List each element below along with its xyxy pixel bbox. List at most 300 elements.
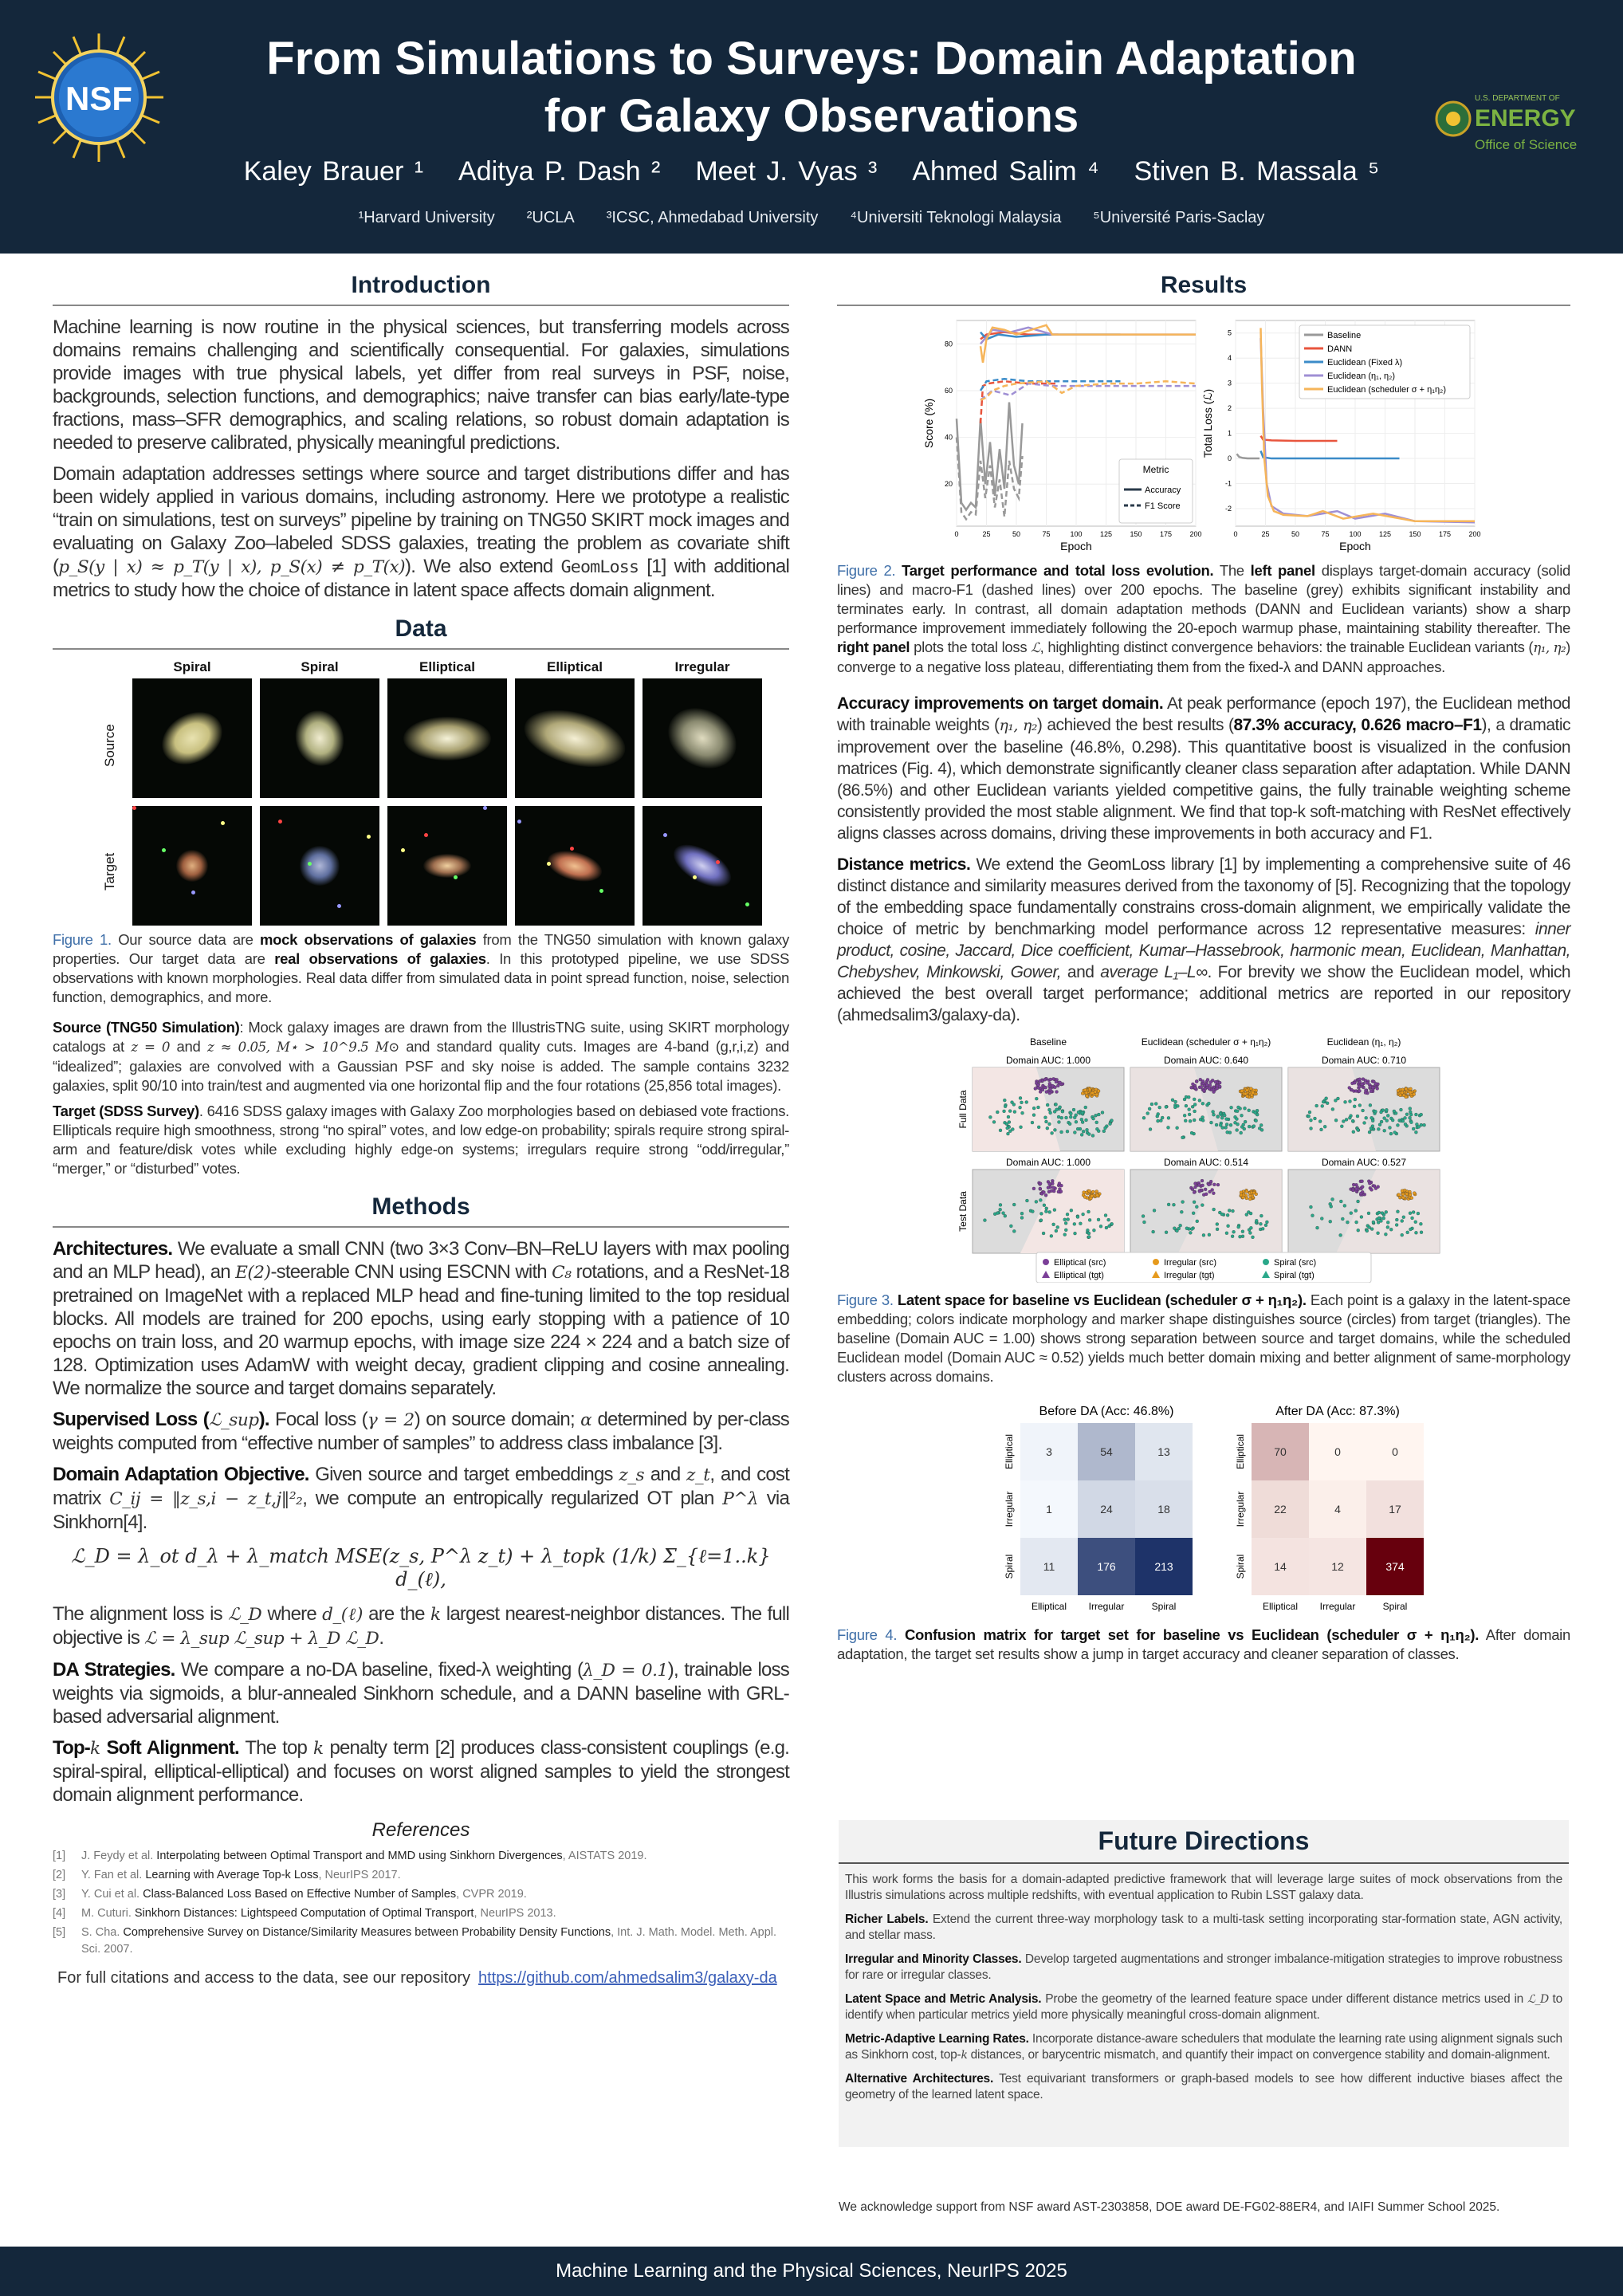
- tsne-point: [1413, 1192, 1416, 1195]
- math-expression: z_s: [619, 1465, 645, 1485]
- repository-text: For full citations and access to the data, see our repository: [57, 1969, 471, 1987]
- text-run: Domain Adaptation Objective.: [53, 1464, 309, 1485]
- text-run: and standard quality cuts. Images are 4-band (g,r,i,z) and “idealized”; galaxies are convolved with a Gaussian PSF and sky noise is added. The sample contains 3232 galaxies, split 90/10 into train/test and augmented via one horizontal flip and the four rotations (25,856 total images).: [53, 1038, 789, 1094]
- tsne-point: [1225, 1122, 1228, 1126]
- tsne-point: [1224, 1126, 1228, 1129]
- galaxy-blob: [544, 845, 606, 887]
- text-run: , highlighting distinct convergence behaviors: the trainable Euclidean variants (: [1039, 639, 1534, 655]
- tsne-point: [1085, 1191, 1088, 1194]
- tsne-point: [1064, 1229, 1067, 1232]
- target-description: [53, 1102, 789, 1178]
- heatmap-y-label: Spiral: [1235, 1554, 1246, 1579]
- tsne-point: [1097, 1113, 1100, 1116]
- tsne-point: [1185, 1095, 1188, 1099]
- author: Aditya P. Dash ²: [458, 156, 661, 187]
- tsne-point: [1370, 1188, 1373, 1191]
- tsne-point: [1057, 1120, 1060, 1123]
- tsne-point: [1055, 1229, 1058, 1233]
- tsne-point: [1397, 1193, 1401, 1197]
- text-run: and: [644, 1464, 687, 1485]
- tsne-point: [1351, 1119, 1354, 1122]
- tsne-point: [1366, 1081, 1369, 1084]
- tsne-point: [1060, 1130, 1063, 1134]
- poster-header: [0, 0, 1623, 254]
- tsne-point: [1409, 1212, 1412, 1215]
- tsne-point: [1150, 1103, 1153, 1106]
- tsne-point: [1003, 1099, 1006, 1102]
- tsne-point: [1167, 1116, 1170, 1119]
- tsne-point: [1308, 1111, 1311, 1114]
- tsne-point: [1409, 1121, 1413, 1124]
- tsne-point: [999, 1129, 1002, 1132]
- tsne-point: [1233, 1121, 1236, 1124]
- tsne-point: [1248, 1109, 1251, 1112]
- tsne-point: [1097, 1218, 1100, 1221]
- figure-label: Figure 3.: [837, 1292, 894, 1308]
- tsne-point: [1352, 1130, 1355, 1134]
- galaxy-blob: [289, 705, 350, 771]
- y-tick-label: 40: [944, 433, 953, 442]
- math-expression: ℒ: [1031, 640, 1040, 655]
- tsne-point: [1216, 1115, 1220, 1119]
- tsne-point: [1399, 1094, 1402, 1097]
- tsne-point: [1198, 1099, 1201, 1102]
- section-heading-results: Results: [837, 271, 1570, 306]
- tsne-point: [1229, 1123, 1232, 1126]
- tsne-point: [1159, 1119, 1162, 1122]
- heatmap-value: 17: [1389, 1503, 1401, 1516]
- tsne-point: [1012, 1103, 1016, 1106]
- math-expression: k: [961, 2049, 968, 2062]
- doe-line-2: ENERGY: [1475, 105, 1576, 132]
- tsne-point: [1323, 1125, 1326, 1128]
- author: Meet J. Vyas ³: [695, 156, 878, 187]
- legend-title: Metric: [1142, 464, 1169, 475]
- author: Ahmed Salim ⁴: [912, 156, 1099, 187]
- heatmap-x-label: Spiral: [1382, 1601, 1408, 1612]
- figure-label: Figure 1.: [53, 931, 112, 948]
- tsne-point: [1205, 1083, 1208, 1087]
- tsne-row-label: Full Data: [957, 1090, 969, 1129]
- star-point: [745, 902, 749, 906]
- tsne-point: [1110, 1222, 1114, 1225]
- tsne-point: [1321, 1104, 1324, 1107]
- tsne-point: [1065, 1116, 1068, 1119]
- tsne-point: [1044, 1193, 1047, 1197]
- tsne-point: [1091, 1091, 1094, 1095]
- tsne-point: [1006, 1126, 1009, 1130]
- tsne-point: [1225, 1232, 1228, 1235]
- tsne-point: [1039, 1219, 1043, 1222]
- tsne-point: [1255, 1119, 1258, 1122]
- nsf-logo-text: NSF: [65, 80, 132, 117]
- source-galaxy-image: [643, 678, 762, 798]
- tsne-point: [1087, 1235, 1091, 1238]
- tsne-point: [1082, 1213, 1085, 1216]
- tsne-point: [1200, 1085, 1203, 1088]
- tsne-point: [1204, 1188, 1207, 1191]
- math-expression: d_(ℓ): [322, 1605, 363, 1625]
- future-item: [845, 1991, 1562, 2023]
- x-tick-label: 200: [1468, 530, 1481, 538]
- text-run: Given source and target embeddings: [308, 1464, 619, 1485]
- tsne-point: [1087, 1232, 1091, 1235]
- tsne-point: [1066, 1213, 1069, 1216]
- tsne-point: [1212, 1113, 1216, 1116]
- text-run: to identify when particular metrics yield more physically meaningful cross-domain alignment.: [845, 1992, 1562, 2022]
- heatmap-value: 22: [1274, 1503, 1287, 1516]
- tsne-point: [1401, 1119, 1405, 1122]
- reference-number: [1]: [53, 1850, 66, 1862]
- tsne-point: [1088, 1087, 1091, 1091]
- legend-label: DANN: [1327, 344, 1353, 354]
- tsne-point: [1313, 1117, 1316, 1120]
- section-heading-introduction: Introduction: [53, 271, 789, 306]
- text-run: Each point is a galaxy in the latent-space embedding; colors indicate morphology and marker shape distinguishes source (circles) from target (triangles). The baseline (Domain AUC = 1.00) shows strong separation between source and target domains, while the scheduled Euclidean model (Domain AUC ≈ 0.52) yields much better domain mixing and better alignment of same-morphology clusters across domains.: [837, 1292, 1570, 1385]
- tsne-column-title: Euclidean (scheduler σ + η₁η₂): [1141, 1036, 1271, 1048]
- tsne-point: [1079, 1222, 1082, 1225]
- reference-authors: J. Feydy et al.: [81, 1850, 157, 1862]
- tsne-point: [1380, 1111, 1383, 1114]
- galaxy-blob: [295, 841, 344, 890]
- tsne-point: [1060, 1116, 1063, 1119]
- x-tick-label: 0: [954, 530, 959, 538]
- heatmap-value: 213: [1154, 1560, 1173, 1573]
- tsne-point: [1208, 1233, 1211, 1236]
- tsne-point: [1373, 1110, 1377, 1113]
- text-run: After domain adaptation, the target set results show a jump in target accuracy and cleaner separation of classes.: [837, 1626, 1570, 1662]
- math-expression: k: [430, 1605, 441, 1625]
- text-run: Develop targeted augmentations and stronger imbalance-mitigation strategies to improve robustness for rare or irregular classes.: [845, 1952, 1562, 1982]
- tsne-point: [1066, 1130, 1069, 1133]
- tsne-point: [1212, 1208, 1216, 1211]
- y-tick-label: 5: [1227, 328, 1232, 337]
- text-run: determined by per-class weights computed from “effective number of samples” to address class imbalance [3].: [53, 1409, 790, 1454]
- tsne-point: [1354, 1209, 1358, 1213]
- tsne-point: [1251, 1236, 1254, 1239]
- tsne-point: [1410, 1197, 1413, 1200]
- tsne-point: [1236, 1110, 1239, 1113]
- tsne-point: [1037, 1083, 1040, 1087]
- tsne-point: [1350, 1088, 1354, 1091]
- text-run: from the TNG50 simulation with known galaxy properties. Our target data are: [53, 931, 789, 967]
- text-run: Our source data are: [111, 931, 261, 948]
- source-galaxy-image: [260, 678, 379, 798]
- tsne-point: [1046, 1126, 1049, 1130]
- tsne-point: [1329, 1202, 1332, 1205]
- tsne-point: [1166, 1126, 1169, 1129]
- text-run: where: [261, 1603, 323, 1625]
- affiliation: ⁴Universiti Teknologi Malaysia: [850, 209, 1062, 226]
- y-tick-label: 0: [1227, 454, 1232, 463]
- tsne-point: [1374, 1187, 1377, 1190]
- tsne-point: [1240, 1193, 1243, 1197]
- tsne-point: [1201, 1102, 1204, 1105]
- tsne-point: [1311, 1214, 1314, 1217]
- future-item: [845, 1912, 1562, 1944]
- math-expression: C_ij = ‖z_s,i − z_t,j‖²₂: [109, 1489, 303, 1509]
- future-item: [845, 2071, 1562, 2103]
- legend-label: Elliptical (tgt): [1054, 1271, 1104, 1280]
- tsne-point: [1084, 1106, 1087, 1109]
- text-run: At peak performance (epoch 197), the Euclidean method with trainable weights (: [837, 694, 1570, 734]
- tsne-point: [1076, 1216, 1079, 1219]
- tsne-point: [1171, 1099, 1174, 1102]
- tsne-point: [1006, 1132, 1009, 1135]
- text-run: Target (SDSS Survey): [53, 1103, 199, 1119]
- tsne-point: [1243, 1127, 1246, 1130]
- tsne-column-title: Euclidean (η₁, η₂): [1326, 1036, 1401, 1048]
- tsne-point: [1412, 1127, 1415, 1130]
- star-point: [132, 806, 136, 810]
- tsne-point: [1097, 1090, 1100, 1093]
- heatmap-value: 24: [1100, 1503, 1113, 1516]
- tsne-point: [1216, 1087, 1219, 1090]
- tsne-point: [1039, 1187, 1042, 1190]
- source-galaxy-image: [132, 678, 252, 798]
- tsne-point: [1004, 1105, 1007, 1108]
- tsne-point: [1037, 1087, 1040, 1090]
- tsne-point: [1358, 1085, 1361, 1088]
- tsne-point: [1194, 1182, 1197, 1185]
- math-expression: z_t: [686, 1465, 710, 1485]
- tsne-point: [1252, 1125, 1256, 1128]
- tsne-point: [1309, 1205, 1312, 1209]
- tsne-point: [1081, 1092, 1084, 1095]
- source-description: [53, 1018, 789, 1095]
- tsne-point: [1215, 1123, 1218, 1126]
- tsne-point: [1358, 1078, 1362, 1081]
- tsne-point: [1368, 1226, 1371, 1229]
- tsne-point: [1207, 1183, 1210, 1186]
- tsne-point: [1265, 1221, 1268, 1224]
- x-tick-label: 150: [1130, 530, 1142, 538]
- tsne-point: [1218, 1211, 1221, 1214]
- heatmap-value: 18: [1157, 1503, 1170, 1516]
- tsne-point: [1191, 1188, 1194, 1191]
- target-galaxy-image: [132, 806, 252, 926]
- tsne-point: [1189, 1119, 1192, 1122]
- affiliation: ⁵Université Paris-Saclay: [1093, 209, 1265, 226]
- star-point: [278, 820, 282, 824]
- tsne-point: [1357, 1229, 1360, 1232]
- text-run: Accuracy improvements on target domain.: [837, 694, 1164, 713]
- heatmap-x-label: Elliptical: [1031, 1601, 1067, 1612]
- tsne-point: [1371, 1086, 1374, 1089]
- methods-da-strategies: [53, 1658, 789, 1728]
- heatmap-value: 70: [1274, 1445, 1287, 1458]
- text-run: average L₁–L∞: [1100, 963, 1208, 981]
- reference-number: [2]: [53, 1869, 66, 1881]
- tsne-point: [1161, 1116, 1164, 1119]
- tsne-point: [1110, 1119, 1114, 1122]
- tsne-point: [1053, 1128, 1056, 1131]
- author: Stiven B. Massala ⁵: [1134, 156, 1380, 187]
- tsne-point: [1208, 1190, 1212, 1193]
- tsne-point: [1248, 1231, 1252, 1234]
- tsne-point: [1048, 1088, 1051, 1091]
- text-run: ) achieved the best results (: [1036, 716, 1234, 734]
- tsne-point: [1363, 1121, 1366, 1124]
- text-run: Top-: [53, 1737, 90, 1759]
- tsne-point: [1359, 1192, 1362, 1195]
- text-run: Machine learning is now routine in the physical sciences, but transferring models across domains remains challenging and scientifically consequential. For galaxies, simulations provide images with true physical labels, yet differ from real surveys in PSF, noise, backgrounds, selection functions, and demographics; naive transfer can bias early/late-type fractions, mass–SFR demographics, and scaling relations, so robust domain adaptation is needed to preserve calibrated, physically meaningful predictions.: [53, 316, 789, 454]
- author-list: [0, 156, 1623, 187]
- tsne-point: [1402, 1216, 1405, 1219]
- tsne-point: [1019, 1106, 1022, 1109]
- tsne-point: [1063, 1233, 1067, 1236]
- x-tick-label: 125: [1099, 530, 1113, 538]
- galaxy-blob: [403, 717, 491, 761]
- tsne-point: [1107, 1218, 1110, 1221]
- tsne-point: [1232, 1230, 1236, 1233]
- star-point: [221, 821, 225, 825]
- text-run: -steerable CNN using ESCNN with: [270, 1261, 552, 1283]
- tsne-point: [1252, 1091, 1255, 1095]
- tsne-point: [1073, 1116, 1076, 1119]
- tsne-point: [1357, 1200, 1360, 1203]
- tsne-point: [1420, 1113, 1423, 1116]
- tsne-point: [1052, 1077, 1055, 1080]
- tsne-point: [1345, 1118, 1348, 1121]
- tsne-point: [1409, 1193, 1412, 1197]
- legend-label: Spiral (tgt): [1274, 1271, 1315, 1280]
- tsne-point: [1198, 1189, 1201, 1193]
- tsne-point: [1389, 1228, 1393, 1231]
- x-axis-label: Epoch: [1339, 540, 1371, 552]
- y-tick-label: 4: [1227, 354, 1232, 363]
- tsne-point: [1384, 1233, 1387, 1236]
- tsne-point: [1189, 1231, 1192, 1234]
- tsne-point: [1329, 1220, 1332, 1223]
- tsne-point: [1414, 1113, 1417, 1116]
- tsne-point: [1102, 1130, 1106, 1133]
- reference-authors: S. Cha.: [81, 1926, 124, 1939]
- nsf-logo: [33, 32, 165, 163]
- tsne-point: [1244, 1107, 1247, 1110]
- text-run: Probe the geometry of the learned feature space under different distance metrics used in: [1041, 1992, 1527, 2006]
- tsne-point: [1315, 1104, 1318, 1107]
- tsne-point: [1260, 1128, 1263, 1131]
- tsne-point: [1051, 1182, 1054, 1185]
- tsne-point: [1355, 1221, 1358, 1224]
- distance-metrics-paragraph: [837, 854, 1570, 1026]
- tsne-point: [1043, 1116, 1047, 1119]
- tsne-point: [1051, 1084, 1054, 1087]
- tsne-point: [1339, 1200, 1342, 1203]
- tsne-point: [1320, 1217, 1323, 1221]
- tsne-point: [1406, 1231, 1409, 1234]
- repository-link[interactable]: https://github.com/ahmedsalim3/galaxy-da: [478, 1969, 777, 1987]
- star-point: [367, 835, 371, 839]
- tsne-point: [1316, 1226, 1319, 1229]
- tsne-point: [1087, 1210, 1091, 1213]
- legend-label: Baseline: [1327, 331, 1362, 340]
- tsne-point: [992, 1120, 996, 1123]
- math-expression: η₁, η₂: [999, 717, 1037, 734]
- tsne-point: [1043, 1204, 1046, 1207]
- tsne-point: [1188, 1113, 1191, 1116]
- tsne-point: [1417, 1125, 1421, 1128]
- doe-line-3: Office of Science: [1475, 137, 1578, 152]
- tsne-point: [1245, 1197, 1248, 1200]
- tsne-point: [1036, 1106, 1039, 1109]
- tsne-point: [1395, 1224, 1398, 1227]
- heatmap-value: 1: [1046, 1503, 1052, 1516]
- x-tick-label: 100: [1070, 530, 1083, 538]
- tsne-point: [1005, 1122, 1008, 1126]
- tsne-point: [1095, 1093, 1098, 1096]
- tsne-point: [1156, 1115, 1159, 1118]
- x-tick-label: 50: [1012, 530, 1021, 538]
- text-run: DA Strategies.: [53, 1659, 175, 1681]
- tsne-point: [1401, 1189, 1404, 1193]
- tsne-point: [1004, 1214, 1007, 1217]
- tsne-point: [1165, 1105, 1168, 1108]
- tsne-point: [1193, 1191, 1196, 1194]
- tsne-point: [1176, 1126, 1179, 1130]
- text-run: mock observations of galaxies: [260, 931, 477, 948]
- text-run: Metric-Adaptive Learning Rates.: [845, 2032, 1029, 2046]
- tsne-point: [1214, 1080, 1217, 1083]
- tsne-point: [1077, 1111, 1080, 1114]
- tsne-point: [1050, 1234, 1053, 1237]
- tsne-point: [1377, 1217, 1381, 1220]
- galaxy-class-label: Elliptical: [547, 659, 603, 674]
- x-tick-label: 25: [982, 530, 991, 538]
- tsne-point: [1209, 1121, 1212, 1124]
- math-expression: ℒ = λ_sup ℒ_sup + λ_D ℒ_D: [144, 1629, 379, 1649]
- heatmap-y-label: Irregular: [1235, 1491, 1246, 1527]
- tsne-point: [1254, 1111, 1257, 1115]
- math-expression: γ = 2: [367, 1410, 415, 1430]
- reference-title: Comprehensive Survey on Distance/Similarity Measures between Probability Density Functions: [123, 1926, 611, 1939]
- x-tick-label: 75: [1042, 530, 1051, 538]
- tsne-point: [1181, 1136, 1184, 1139]
- text-run: . For brevity we show the Euclidean model, which achieved the best overall target performance; additional metrics are reported in our repository (ahmedsalim3/galaxy-da).: [837, 963, 1571, 1024]
- math-expression: z ≈ 0.05, M⋆ > 10^9.5 M⊙: [207, 1040, 399, 1055]
- tsne-point: [1382, 1217, 1385, 1220]
- tsne-point: [1386, 1225, 1389, 1229]
- tsne-point: [1146, 1112, 1149, 1115]
- text-run: Focal loss (: [269, 1409, 367, 1430]
- tsne-point: [1319, 1128, 1322, 1131]
- tsne-point: [1231, 1235, 1234, 1238]
- tsne-point: [1091, 1134, 1094, 1137]
- heatmap-x-label: Elliptical: [1262, 1601, 1299, 1612]
- star-point: [337, 904, 341, 908]
- target-galaxy-image: [515, 806, 635, 926]
- tsne-point: [1259, 1222, 1262, 1225]
- tsne-point: [1348, 1100, 1351, 1103]
- math-expression: ℒ_D: [1527, 1993, 1549, 2006]
- tsne-point: [1087, 1133, 1091, 1136]
- tsne-point: [1413, 1093, 1416, 1096]
- tsne-point: [1092, 1117, 1095, 1120]
- star-point: [663, 833, 667, 837]
- star-point: [454, 875, 458, 879]
- star-point: [547, 862, 551, 866]
- tsne-point: [1053, 1209, 1056, 1212]
- tsne-point: [1219, 1123, 1222, 1126]
- tsne-point: [1193, 1110, 1197, 1113]
- galaxy-blob: [518, 700, 631, 776]
- tsne-point: [1047, 1122, 1051, 1126]
- tsne-point: [999, 1208, 1002, 1211]
- tsne-point: [1365, 1116, 1368, 1119]
- math-expression: C₈: [552, 1263, 572, 1283]
- heatmap-value: 11: [1043, 1560, 1055, 1573]
